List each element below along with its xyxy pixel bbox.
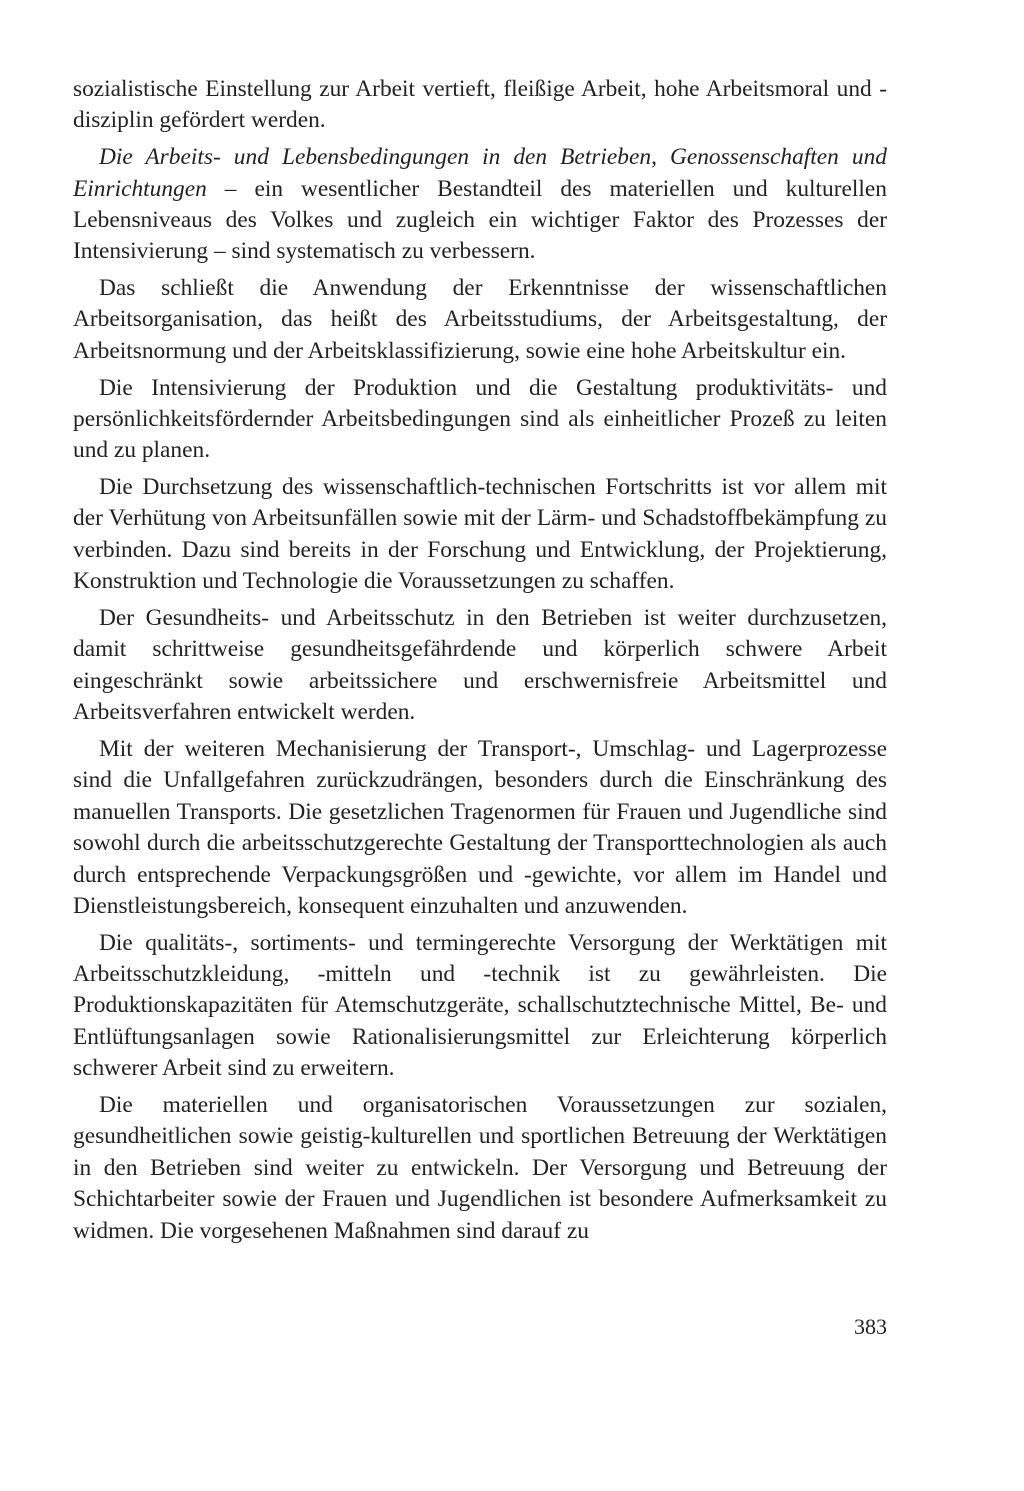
page-number: 383	[854, 1314, 887, 1339]
paragraph-4-text: Die Intensivierung der Produktion und die Gestaltung produktivitäts- und persönlichkeitsfördernder Arbeitsbedingungen sind als einheitlicher Prozeß zu leiten und zu planen.	[73, 374, 887, 464]
paragraph-1-text: sozialistische Einstellung zur Arbeit vertieft, fleißige Arbeit, hohe Arbeitsmoral und -disziplin gefördert werden.	[73, 76, 887, 134]
paragraph-8-text: Die qualitäts-, sortiments- und termingerechte Versorgung der Werktätigen mit Arbeitsschutzkleidung, -mitteln und -technik ist zu gewährleisten. Die Produktionskapazitäten für Atemschutzgeräte, schallschutztechnische Mittel, Be- und Entlüftungsanlagen sowie Rationalisierungsmittel zur Erleichterung körperlich schwerer Arbeit sind zu erweitern.	[73, 929, 887, 1082]
paragraph-6	[73, 603, 887, 729]
paragraph-7	[73, 734, 887, 922]
paragraph-3	[73, 273, 887, 367]
paragraph-1	[73, 74, 887, 137]
paragraph-2	[73, 142, 887, 268]
paragraph-4	[73, 373, 887, 467]
paragraph-3-text: Das schließt die Anwendung der Erkenntnisse der wissenschaftlichen Arbeitsorganisation, das heißt des Arbeitsstudiums, der Arbeitsgestaltung, der Arbeitsnormung und der Arbeitsklassifizierung, sowie eine hohe Arbeitskultur ein.	[73, 275, 887, 364]
body-text	[73, 74, 887, 1252]
paragraph-2-text: – ein wesentlicher Bestandteil des materiellen und kulturellen Lebensniveaus des Volkes und zugleich ein wichtiger Faktor des Prozesses der Intensivierung – sind systematisch zu verbessern.	[73, 175, 887, 265]
paragraph-9	[73, 1090, 887, 1247]
paragraph-8	[73, 928, 887, 1085]
paragraph-9-text: Die materiellen und organisatorischen Voraussetzungen zur sozialen, gesundheitlichen sowie geistig-kulturellen und sportlichen Betreuung der Werktätigen in den Betrieben sind weiter zu entwickeln. Der Versorgung und Betreuung der Schichtarbeiter sowie der Frauen und Jugendlichen ist besondere Aufmerksamkeit zu widmen. Die vorgesehenen Maßnahmen sind darauf zu	[73, 1091, 887, 1244]
paragraph-7-text: Mit der weiteren Mechanisierung der Transport-, Umschlag- und Lagerprozesse sind die Unfallgefahren zurückzudrängen, besonders durch die Einschränkung des manuellen Transports. Die gesetzlichen Tragenormen für Frauen und Jugendliche sind sowohl durch die arbeitsschutzgerechte Gestaltung der Transporttechnologien als auch durch entsprechende Verpackungsgrößen und -gewichte, vor allem im Handel und Dienstleistungsbereich, konsequent einzuhalten und anzuwenden.	[73, 735, 887, 919]
paragraph-5-text: Die Durchsetzung des wissenschaftlich-technischen Fortschritts ist vor allem mit der Verhütung von Arbeitsunfällen sowie mit der Lärm- und Schadstoffbekämpfung zu verbinden. Dazu sind bereits in der Forschung und Entwicklung, der Projektierung, Konstruktion und Technologie die Voraussetzungen zu schaffen.	[73, 474, 887, 595]
paragraph-5	[73, 472, 887, 598]
paragraph-2-italic: Die Arbeits- und Lebensbedingungen in den Betrieben, Genossenschaften und Einrichtungen	[73, 144, 887, 202]
paragraph-6-text: Der Gesundheits- und Arbeitsschutz in den Betrieben ist weiter durchzusetzen, damit schrittweise gesundheitsgefährdende und körperlich schwere Arbeit eingeschränkt sowie arbeitssichere und erschwernisfreie Arbeitsmittel und Arbeitsverfahren entwickelt werden.	[73, 604, 887, 726]
